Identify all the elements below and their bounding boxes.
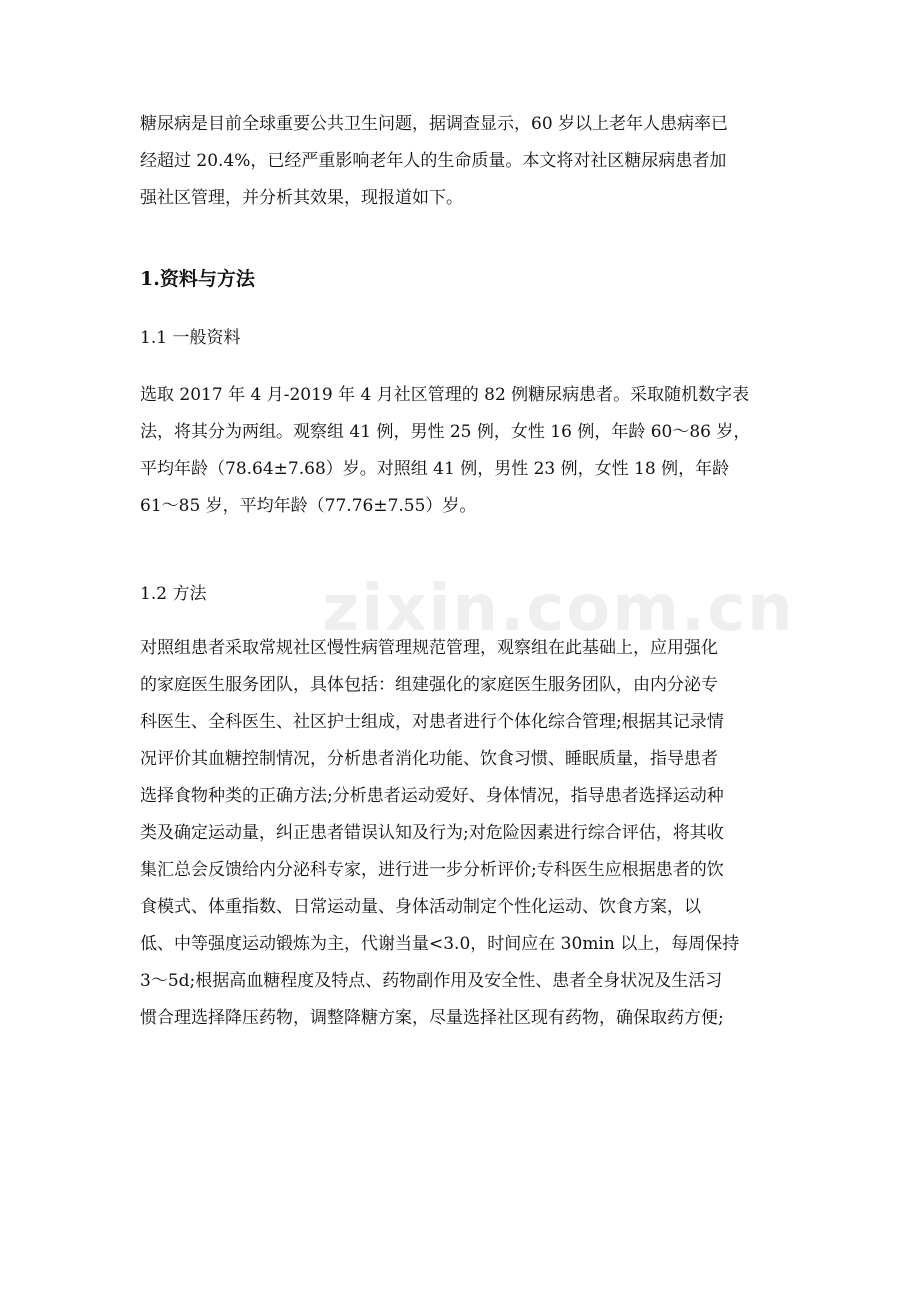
section-1-2-heading: 1.2 方法 [140, 584, 207, 604]
s12-line-7: 集汇总会反馈给内分泌科专家，进行进一步分析评价;专科医生应根据患者的饮 [140, 860, 724, 880]
section-1-1-paragraph [140, 377, 750, 525]
section-1-2-paragraph [140, 630, 739, 1037]
s11-line-4: 61～85 岁，平均年龄（77.76±7.55）岁。 [140, 496, 477, 516]
s12-line-2: 的家庭医生服务团队，具体包括：组建强化的家庭医生服务团队，由内分泌专 [140, 675, 718, 695]
intro-paragraph [140, 106, 728, 217]
s12-line-10: 3～5d;根据高血糖程度及特点、药物副作用及安全性、患者全身状况及生活习 [140, 971, 723, 991]
s12-line-8: 食模式、体重指数、日常运动量、身体活动制定个性化运动、饮食方案，以 [140, 897, 701, 917]
s11-line-2: 法，将其分为两组。观察组 41 例，男性 25 例，女性 16 例，年龄 60～86 岁， [140, 422, 751, 442]
intro-line-2: 经超过 20.4%，已经严重影响老年人的生命质量。本文将对社区糖尿病患者加 [140, 151, 727, 171]
s12-line-11: 惯合理选择降压药物，调整降糖方案，尽量选择社区现有药物，确保取药方便; [140, 1008, 724, 1028]
watermark: zixin.com.cn [322, 572, 795, 646]
s11-line-3: 平均年龄（78.64±7.68）岁。对照组 41 例，男性 23 例，女性 18 例，年龄 [140, 459, 730, 479]
s12-line-1: 对照组患者采取常规社区慢性病管理规范管理，观察组在此基础上，应用强化 [140, 638, 718, 658]
section-1-1-heading: 1.1 一般资料 [140, 328, 241, 348]
intro-line-1: 糖尿病是目前全球重要公共卫生问题，据调查显示，60 岁以上老年人患病率已 [140, 114, 729, 134]
s12-line-5: 选择食物种类的正确方法;分析患者运动爱好、身体情况，指导患者选择运动种 [140, 786, 724, 806]
section-1-heading: 1.资料与方法 [140, 268, 255, 290]
s11-line-1: 选取 2017 年 4 月-2019 年 4 月社区管理的 82 例糖尿病患者。采取随机数字表 [140, 385, 750, 405]
s12-line-3: 科医生、全科医生、社区护士组成，对患者进行个体化综合管理;根据其记录情 [140, 712, 724, 732]
s12-line-4: 况评价其血糖控制情况，分析患者消化功能、饮食习惯、睡眠质量，指导患者 [140, 749, 718, 769]
s12-line-9: 低、中等强度运动锻炼为主，代谢当量<3.0，时间应在 30min 以上，每周保持 [140, 934, 740, 954]
s12-line-6: 类及确定运动量，纠正患者错误认知及行为;对危险因素进行综合评估，将其收 [140, 823, 724, 843]
intro-line-3: 强社区管理，并分析其效果，现报道如下。 [140, 188, 463, 208]
